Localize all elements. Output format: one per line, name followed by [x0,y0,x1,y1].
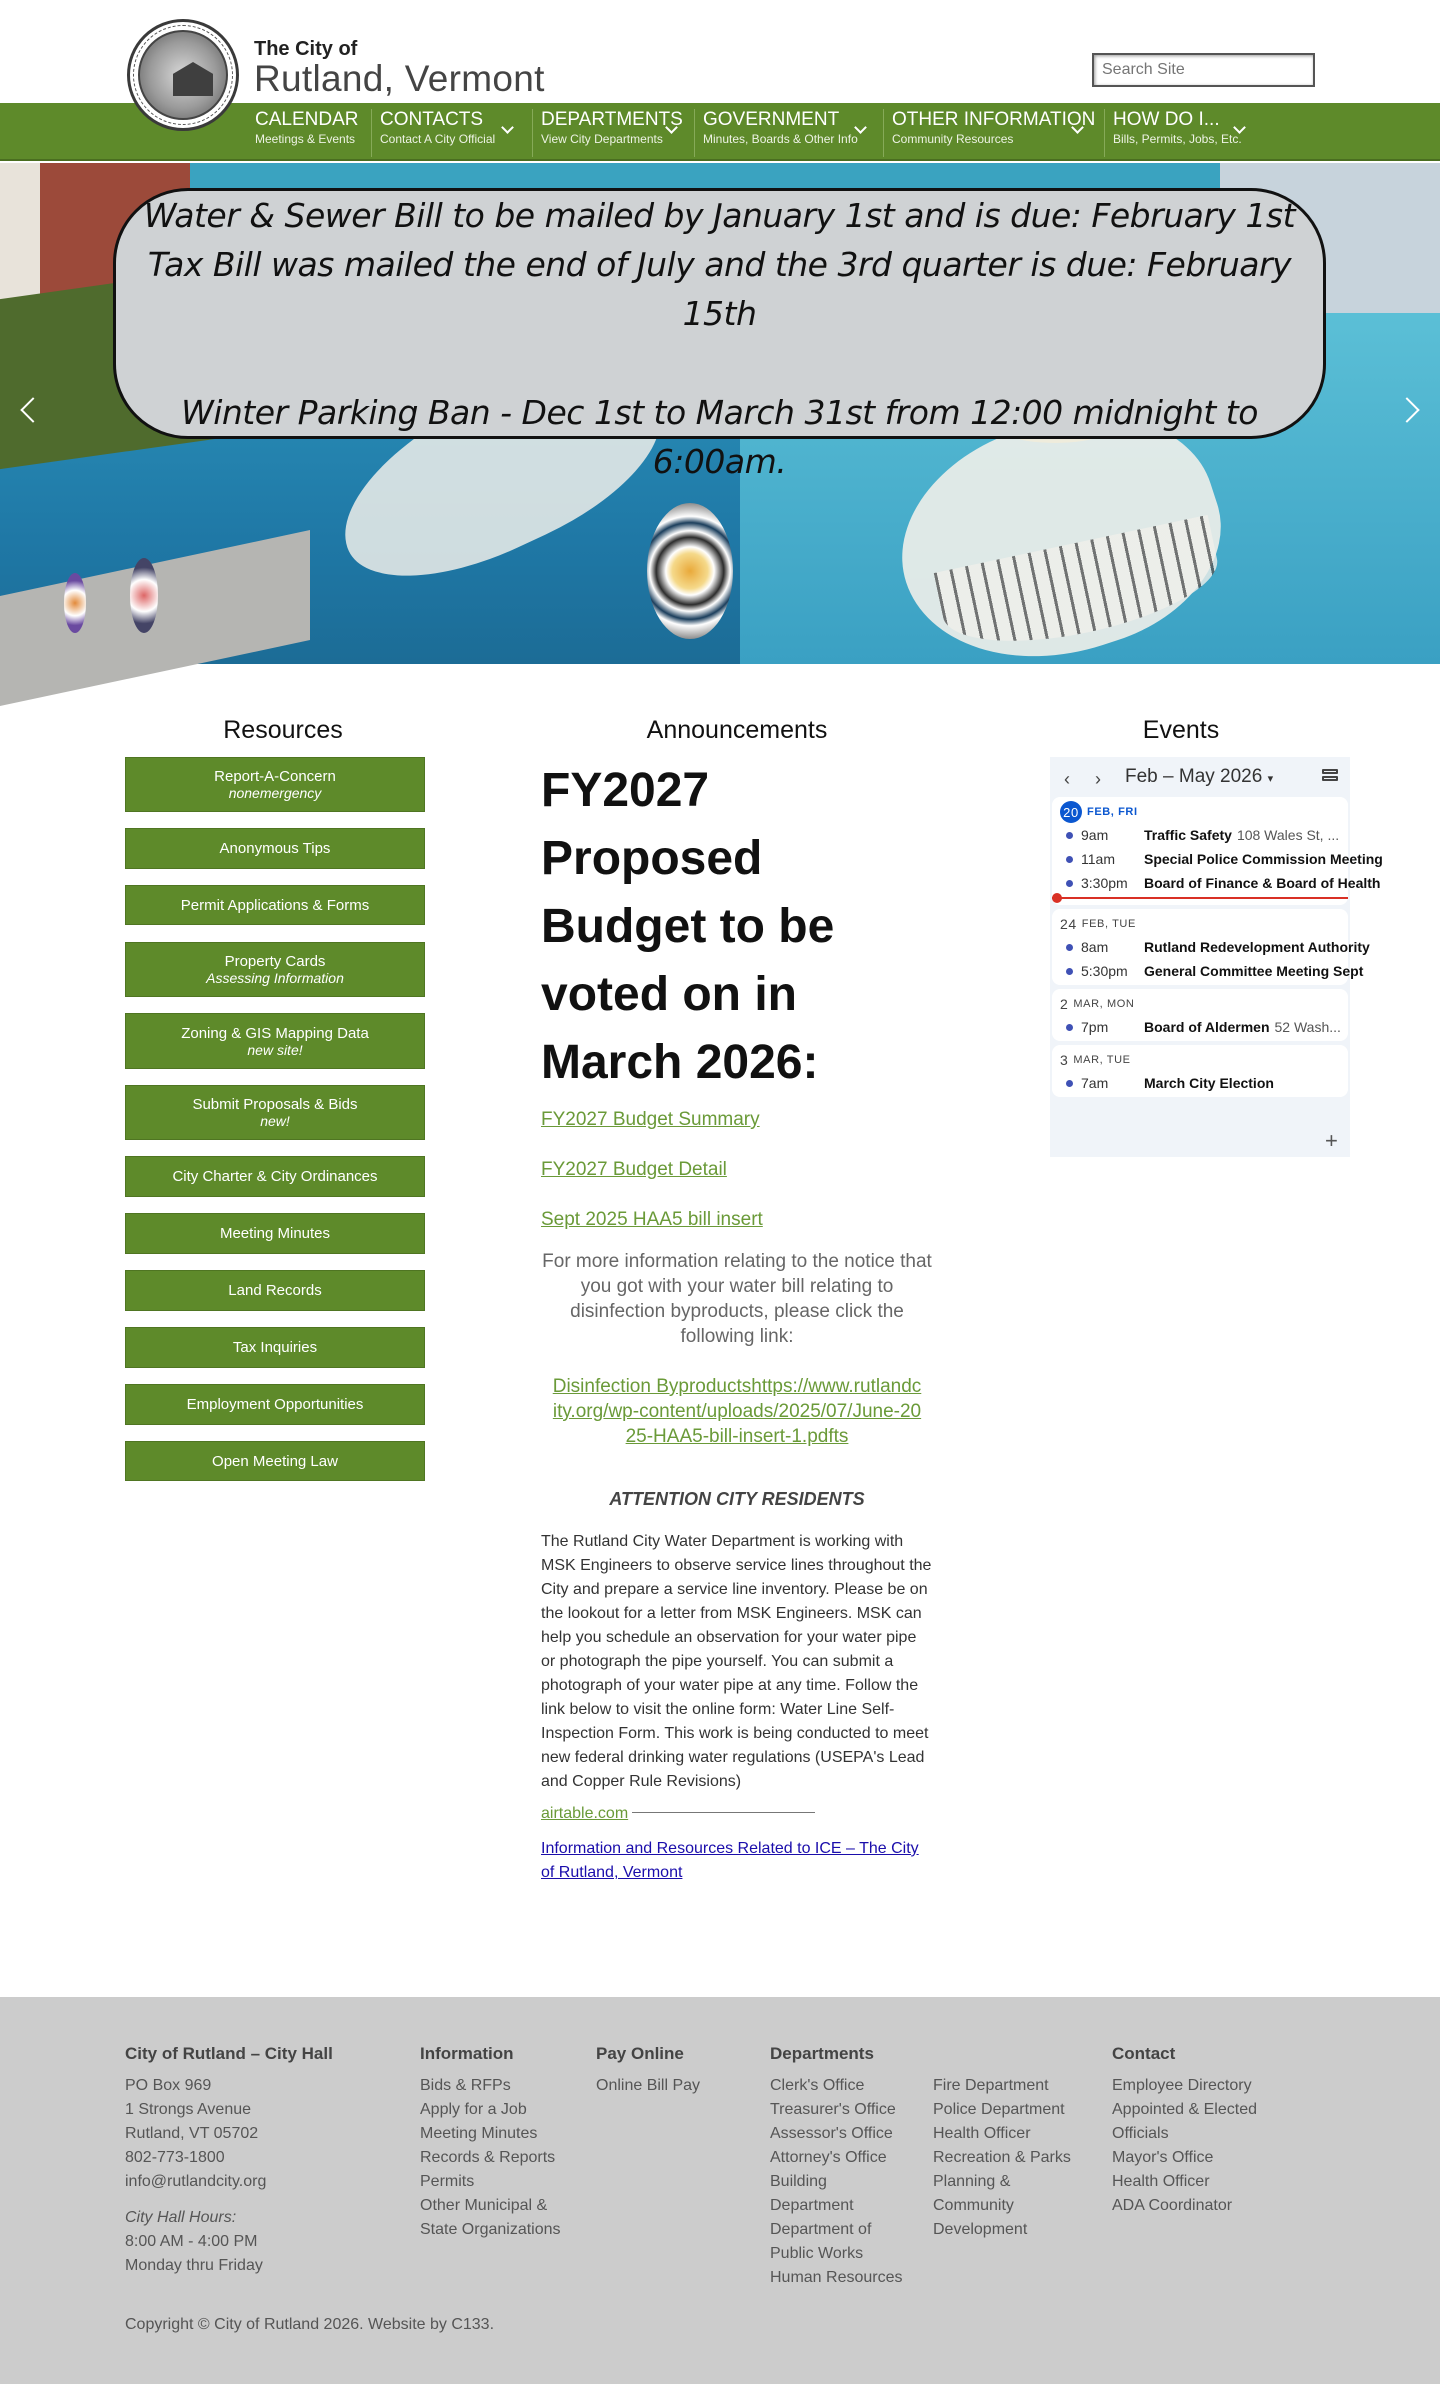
footer-link[interactable]: Fire Department [933,2077,1049,2094]
resource-label: City Charter & City Ordinances [172,1168,378,1185]
resource-land-records[interactable] [125,1270,425,1311]
agenda-day-header [1052,801,1348,823]
event-title: Rutland Redevelopment Authority [1144,939,1370,955]
divider [632,1812,815,1813]
footer-phone[interactable]: 802-773-1800 [125,2149,225,2166]
event-title: Board of Aldermen [1144,1019,1270,1035]
notice-parking-ban: Winter Parking Ban - Dec 1st to March 31st from 12:00 midnight to 6:00am. [181,393,1258,481]
calendar-view-icon[interactable] [1322,769,1338,785]
footer-link[interactable]: Human Resources [770,2269,903,2286]
resource-permit-applications[interactable] [125,885,425,925]
event-location: 52 Wash... [1274,1019,1341,1035]
footer-heading: Departments [770,2044,874,2063]
footer-hours: 8:00 AM - 4:00 PM [125,2233,258,2250]
resource-zoning-gis[interactable] [125,1013,425,1069]
event-time: 7pm [1081,1019,1109,1035]
nav-government-title: GOVERNMENT [703,109,840,130]
event-time: 3:30pm [1081,875,1128,891]
site-footer [0,1997,1440,2384]
resource-label: Submit Proposals & Bids [192,1096,358,1113]
events-calendar-widget [1050,757,1383,1157]
footer-link[interactable]: Clerk's Office [770,2077,865,2094]
notice-spacer [116,338,1323,388]
resource-label: Meeting Minutes [219,1225,331,1242]
event-dot-icon [1066,1080,1073,1087]
nav-other-title: OTHER INFORMATION [892,109,1096,130]
agenda-day-number: 20 [1060,801,1082,823]
nav-calendar-title: CALENDAR [255,109,359,130]
footer-link[interactable]: Assessor's Office [770,2125,893,2142]
resource-sublabel: nonemergency [228,785,322,801]
event-dot-icon [1066,880,1073,887]
haa5-bill-insert-link[interactable]: Sept 2025 HAA5 bill insert [541,1209,763,1230]
calendar-header [1050,757,1350,797]
mural-mandala [647,503,733,639]
footer-link[interactable]: Other Municipal & [420,2197,548,2214]
footer-hours: Monday thru Friday [125,2257,263,2274]
nav-departments-title: DEPARTMENTS [541,109,683,130]
footer-heading: Pay Online [596,2044,684,2063]
nav-howdoi-sub: Bills, Permits, Jobs, Etc. [1113,132,1242,146]
footer-link[interactable]: Public Works [770,2245,864,2262]
footer-link[interactable]: ADA Coordinator [1112,2197,1233,2214]
agenda-event[interactable] [1052,823,1348,847]
footer-hours-heading: City Hall Hours: [125,2209,237,2226]
nav-contacts[interactable] [371,109,521,157]
nav-howdoi-title: HOW DO I... [1113,109,1220,130]
footer-heading: City of Rutland – City Hall [125,2044,333,2063]
disinfection-byproducts-link[interactable]: Disinfection Byproductshttps://www.rutlandcity.org/wp-content/uploads/2025/07/June-2025-HAA5-bill-insert-1.pdfts [552,1376,922,1447]
footer-link[interactable]: Health Officer [933,2125,1031,2142]
footer-link[interactable]: Appointed & Elected [1112,2101,1257,2118]
hero-slider [0,163,1440,664]
resource-label: Permit Applications & Forms [180,896,370,914]
footer-link[interactable]: Records & Reports [420,2149,556,2166]
footer-link[interactable]: Permits [420,2173,475,2190]
footer-city-hall [125,2042,333,2278]
announcements-title: Announcements [646,716,828,744]
resource-report-a-concern[interactable] [125,757,425,812]
footer-link[interactable]: Meeting Minutes [420,2125,538,2142]
resource-employment[interactable] [125,1384,425,1425]
event-title: Traffic Safety [1144,827,1232,843]
search-input[interactable] [1092,53,1315,87]
resource-label: Employment Opportunities [186,1396,364,1413]
nav-contacts-sub: Contact A City Official [380,132,496,146]
brand-name: Rutland, Vermont [254,58,545,99]
event-dot-icon [1066,944,1073,951]
resource-label: Tax Inquiries [232,1339,318,1356]
airtable-link[interactable]: airtable.com [541,1805,629,1822]
calendar-agenda-list [1052,797,1383,1127]
notice-tax-bill: Tax Bill was mailed the end of July and the 3rd quarter is due: February 15th [147,245,1292,333]
agenda-event[interactable] [1052,935,1370,959]
agenda-day-label: MAR, MON [1073,998,1135,1010]
event-time: 9am [1081,827,1109,843]
nav-how-do-i[interactable] [1104,109,1252,157]
nav-calendar-sub: Meetings & Events [255,132,356,146]
mural-mandala-small [64,573,86,633]
nav-departments[interactable] [532,109,684,157]
nav-government-sub: Minutes, Boards & Other Info [703,132,858,146]
agenda-day [1052,1045,1348,1097]
agenda-event[interactable] [1052,847,1383,871]
resource-label: Land Records [228,1282,322,1299]
footer-link[interactable]: Apply for a Job [420,2101,527,2118]
site-header [0,0,1440,103]
budget-summary-link[interactable]: FY2027 Budget Summary [541,1109,760,1130]
current-time-indicator [1052,897,1348,899]
resource-meeting-minutes[interactable] [125,1213,425,1254]
add-to-calendar-icon[interactable]: + [1325,1128,1338,1153]
caret-down-icon: ▾ [1267,773,1274,785]
nav-departments-sub: View City Departments [541,132,663,146]
footer-link[interactable]: Officials [1112,2125,1169,2142]
resources-title: Resources [223,716,343,744]
agenda-day-number: 2 [1060,996,1069,1012]
footer-link[interactable]: Attorney's Office [770,2149,887,2166]
event-time: 8am [1081,939,1109,955]
notice-water-bill: Water & Sewer Bill to be mailed by January 1st and is due: February 1st [143,196,1296,235]
agenda-day-number: 3 [1060,1052,1069,1068]
calendar-range-dropdown[interactable] [1125,766,1273,788]
brand-prefix: The City of [254,38,358,60]
calendar-prev-icon[interactable]: ‹ [1064,769,1070,789]
footer-address-line: 1 Strongs Avenue [125,2101,252,2118]
event-title: General Committee Meeting Sept [1144,963,1364,979]
agenda-event[interactable] [1052,1071,1348,1095]
footer-link[interactable]: Department [770,2197,854,2214]
resource-property-cards[interactable] [125,942,425,997]
event-time: 11am [1081,851,1115,867]
footer-link[interactable]: Recreation & Parks [933,2149,1071,2166]
footer-link[interactable]: Health Officer [1112,2173,1210,2190]
agenda-event[interactable] [1052,959,1364,983]
resource-label: Report-A-Concern [214,768,336,785]
footer-departments [770,2042,903,2290]
footer-contact [1112,2042,1257,2218]
event-dot-icon [1066,832,1073,839]
footer-address-line: PO Box 969 [125,2077,212,2094]
footer-information [420,2042,561,2242]
hero-notice-box [113,188,1326,481]
agenda-day-label: FEB, TUE [1081,918,1136,930]
event-dot-icon [1066,968,1073,975]
resource-city-charter[interactable] [125,1156,425,1197]
footer-link[interactable]: Treasurer's Office [770,2101,896,2118]
footer-email[interactable]: info@rutlandcity.org [125,2173,267,2190]
resource-sublabel: new! [260,1113,290,1129]
nav-calendar[interactable] [247,109,358,157]
resource-label: Zoning & GIS Mapping Data [181,1024,369,1042]
agenda-day-number: 24 [1060,916,1077,932]
footer-link[interactable]: Mayor's Office [1112,2149,1214,2166]
current-time-dot [1052,893,1062,903]
footer-heading: Contact [1112,2044,1176,2063]
resource-anonymous-tips[interactable] [125,828,425,869]
mural-mandala-small [130,558,158,633]
disinfection-info-text: For more information relating to the notice that you got with your water bill relating to disinfection byproducts, please click the following link: [542,1251,932,1347]
footer-link[interactable]: Building [770,2173,827,2190]
footer-link[interactable]: Department of [770,2221,872,2238]
resource-sublabel: Assessing Information [206,970,344,986]
calendar-range-label: Feb – May 2026 [1125,766,1263,787]
resource-label: Anonymous Tips [219,840,331,857]
event-location: 108 Wales St, ... [1236,827,1340,843]
footer-link[interactable]: Police Department [933,2101,1065,2118]
ice-resources-link[interactable]: Information and Resources Related to ICE – The City of Rutland, Vermont [541,1840,919,1881]
event-title: Special Police Commission Meeting [1144,851,1383,867]
resource-submit-proposals[interactable] [125,1085,425,1140]
footer-pay-online [596,2042,700,2098]
agenda-day [1052,909,1370,985]
nav-government[interactable] [694,109,874,157]
seal-building-icon [173,62,213,96]
agenda-day-header [1052,1049,1348,1071]
footer-departments-2 [933,2074,1071,2242]
event-dot-icon [1066,856,1073,863]
footer-link[interactable]: Online Bill Pay [596,2077,701,2094]
agenda-day-header [1052,993,1348,1015]
water-dept-body: The Rutland City Water Department is working with MSK Engineers to observe service lines throughout the City and prepare a service line inventory. Please be on the lookout for a letter from MSK Engineers. MSK can help you schedule an observation for your water pipe or photograph the pipe yourself. You can submit a photograph of your water pipe at any time. Follow the link below to visit the online form: Water Line Self-Inspection Form. This work is being conducted to meet new federal drinking water regulations (USEPA's Lead and Copper Rule Revisions) [541,1533,932,1790]
agenda-day-label: MAR, TUE [1073,1054,1131,1066]
resource-tax-inquiries[interactable] [125,1327,425,1368]
footer-link[interactable]: Development [933,2221,1028,2238]
nav-other-sub: Community Resources [892,132,1014,146]
event-time: 7am [1081,1075,1109,1091]
events-title: Events [1142,716,1220,744]
announcement-headline: FY2027 Proposed Budget to be voted on in March 2026: [541,764,835,1089]
resource-sublabel: new site! [247,1041,303,1058]
agenda-event[interactable] [1052,1015,1348,1039]
footer-link[interactable]: Community [933,2197,1014,2214]
seal-emblem [138,30,228,120]
agenda-event[interactable] [1052,871,1381,895]
event-dot-icon [1066,1024,1073,1031]
agenda-day-label: FEB, FRI [1087,806,1138,818]
resource-open-meeting-law[interactable] [125,1441,425,1481]
site-brand[interactable] [254,38,545,98]
budget-detail-link[interactable]: FY2027 Budget Detail [541,1159,727,1180]
attention-heading: ATTENTION CITY RESIDENTS [609,1489,865,1509]
footer-address-line: Rutland, VT 05702 [125,2125,259,2142]
agenda-day-header [1052,913,1348,935]
footer-link[interactable]: State Organizations [420,2221,561,2238]
event-title: March City Election [1144,1075,1274,1091]
footer-link[interactable]: Planning & [933,2173,1011,2190]
resource-label: Open Meeting Law [212,1452,338,1470]
copyright-text: Copyright © City of Rutland 2026. Website by C133. [125,2316,495,2333]
agenda-day [1052,797,1383,905]
city-seal-logo[interactable] [127,19,239,131]
footer-heading: Information [420,2044,514,2063]
event-title: Board of Finance & Board of Health [1144,875,1381,891]
agenda-day [1052,989,1348,1041]
resource-label: Property Cards [224,953,326,970]
nav-other-information[interactable] [883,109,1096,157]
footer-link[interactable]: Employee Directory [1112,2077,1252,2094]
event-time: 5:30pm [1081,963,1128,979]
nav-contacts-title: CONTACTS [380,109,484,130]
footer-link[interactable]: Bids & RFPs [420,2077,511,2094]
calendar-next-icon[interactable]: › [1095,769,1101,789]
